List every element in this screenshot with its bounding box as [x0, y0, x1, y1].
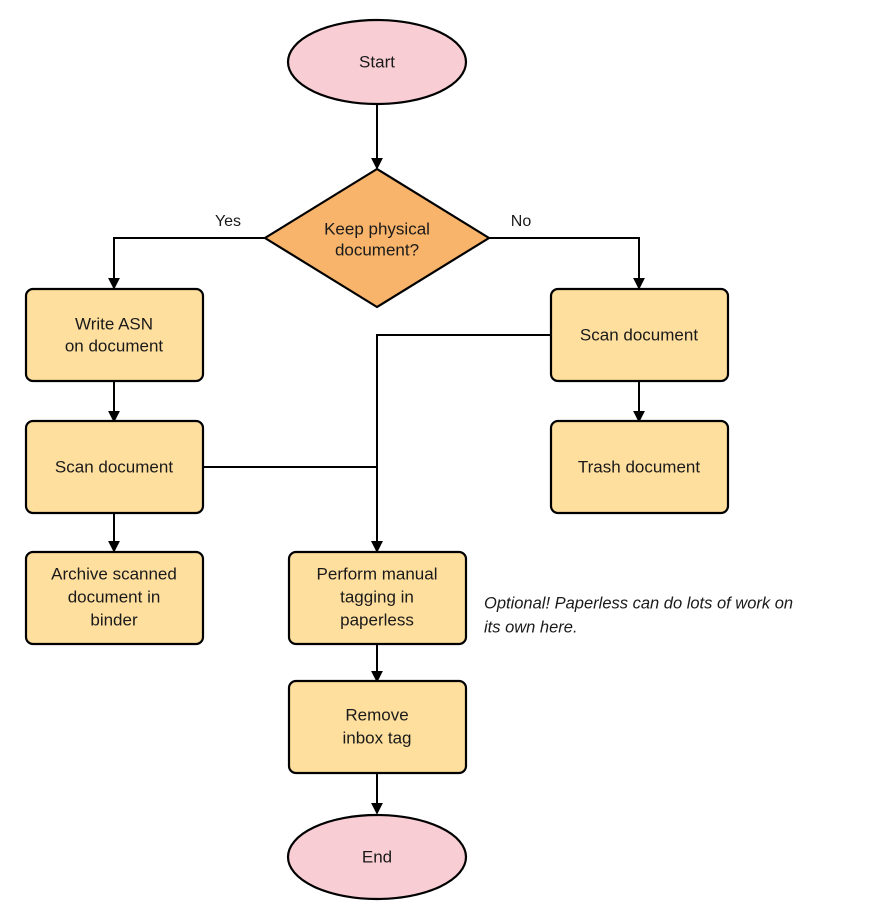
decision-label-line2: document? — [334, 240, 420, 260]
node-decision-keep-physical-document[interactable] — [265, 169, 489, 307]
edge-label-no: No — [510, 213, 532, 231]
remove-inbox-box-shape — [289, 681, 466, 773]
write-asn-label-line2: on document — [64, 336, 164, 356]
write-asn-box-shape — [26, 289, 203, 381]
remove-inbox-label-line2: inbox tag — [342, 728, 412, 748]
edge-scanright-to-tagging — [377, 335, 552, 551]
edge-decision-no — [489, 238, 639, 288]
edge-decision-yes — [114, 238, 266, 288]
tagging-label-line3: paperless — [340, 610, 414, 630]
node-perform-manual-tagging[interactable] — [289, 552, 466, 644]
optional-note-line2: its own here. — [484, 618, 578, 637]
node-scan-document-right[interactable] — [551, 289, 728, 381]
node-start[interactable] — [288, 20, 466, 104]
write-asn-label-line1: Write ASN — [74, 314, 154, 334]
node-trash-document[interactable] — [551, 421, 728, 513]
edge-scanleft-to-tagging — [204, 467, 377, 551]
trash-document-label: Trash document — [577, 457, 701, 477]
remove-inbox-label-line1: Remove — [345, 705, 409, 725]
tagging-label-line1: Perform manual — [316, 564, 438, 584]
scan-document-left-label: Scan document — [54, 457, 174, 477]
tagging-label-line2: tagging in — [340, 587, 414, 607]
node-end[interactable] — [288, 815, 466, 899]
node-archive-scanned-document[interactable] — [26, 552, 203, 644]
node-write-asn-on-document[interactable] — [26, 289, 203, 381]
optional-note-line1: Optional! Paperless can do lots of work on — [484, 594, 794, 613]
node-scan-document-left[interactable] — [26, 421, 203, 513]
archive-label-line2: document in — [67, 587, 161, 607]
end-label: End — [361, 847, 393, 867]
decision-label-line1: Keep physical — [324, 219, 430, 239]
start-label: Start — [359, 52, 395, 72]
node-remove-inbox-tag[interactable] — [289, 681, 466, 773]
scan-document-right-label: Scan document — [579, 325, 699, 345]
archive-label-line1: Archive scanned — [51, 564, 177, 584]
archive-label-line3: binder — [90, 610, 138, 630]
edge-label-yes: Yes — [214, 213, 242, 231]
